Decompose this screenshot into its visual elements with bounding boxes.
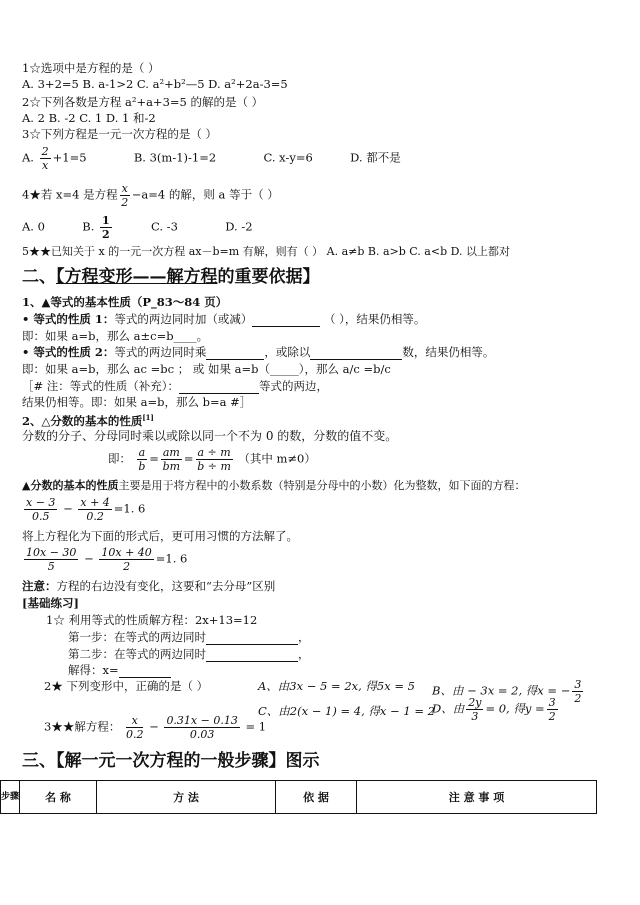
section-3-title: 三、【解一元一次方程的一般步骤】图示 (22, 751, 320, 771)
fraction-formula: 即： $\frac{a}{b}$ = $\frac{am}{bm}$ = $\frac{a \div m}{b \div m}$ （其中 m≠0） (108, 446, 316, 473)
s2-1-heading: 1、▲等式的基本性质（P_83～84 页） (22, 295, 228, 309)
q2-text: 2☆下列各数是方程 a²+a+3=5 的解的是（ ） (22, 95, 264, 109)
table-header-row (1, 781, 597, 814)
q1-options: A. 3+2=5 B. a-1>2 C. a²+b²—5 D. a²+2a-3=5 (22, 77, 288, 91)
practice-2: 2★ 下列变形中，正确的是（ ） (44, 679, 209, 693)
q3-opt-b: B. 3(m-1)-1=2 (133, 150, 217, 165)
q3-text: 3☆下列方程是一元一次方程的是（ ） (22, 127, 217, 141)
attention-note: 注意：方程的右边没有变化，这要和“去分母”区别 (22, 579, 276, 593)
s2-2-heading: 2、△分数的基本的性质[1] (22, 413, 154, 428)
q1-text: 1☆选项中是方程的是（ ） (22, 61, 160, 75)
q3-opt-a-prefix: A. (22, 150, 34, 165)
table-header-name: 名 称 (20, 781, 97, 814)
property-1-example: 即：如果 a=b，那么 a±c=b____。 (22, 329, 209, 343)
table-header-method: 方 法 (97, 781, 276, 814)
practice-1-step-2: 第二步：在等式的两边同时 ， (68, 647, 310, 661)
convert-text: 将上方程化为下面的形式后，更可用习惯的方法解了。 (22, 529, 298, 543)
practice-2-opt-d: D、由 $\frac{2y}{3}$ = 0, 得y = $\frac{3}{2}$ (432, 696, 556, 723)
table-header-basis: 依 据 (276, 781, 357, 814)
practice-2-opt-c: C、由2(x − 1) = 4, 得x − 1 = 2 (258, 704, 435, 718)
q4-fraction: $\frac{x}{2}$ (121, 182, 129, 209)
practice-2-opt-a: A、由3x − 5 = 2x, 得5x = 5 (258, 679, 415, 693)
property-2-example: 即：如果 a=b，那么 ac =bc ； 或 如果 a=b（_____），那么 a/c =b/c (22, 362, 391, 376)
practice-heading: [基础练习] (22, 596, 79, 610)
note-1: ［# 注：等式的性质（补充）： 等式的两边， (22, 379, 329, 393)
q5-text: 5★★已知关于 x 的一元一次方程 ax－b=m 有解，则有（ ） A. a≠b B. a>b C. a<b D. 以上都对 (22, 245, 511, 258)
practice-1-solution: 解得：x= (68, 662, 171, 678)
q3-opt-a-suffix: +1=5 (52, 150, 87, 165)
practice-3: 3★★解方程： $\frac{x}{0.2}$ − $\frac{0.31x - 0.13}{0.03}$ = 1 (44, 714, 267, 741)
q4-text: 4★若 x=4 是方程 $\frac{x}{2}$ −a=4 的解，则 a 等于（ ） (22, 182, 279, 209)
fraction-use: ▲分数的基本的性质主要是用于将方程中的小数系数（特别是分母中的小数）化为整数，如下面的方程： (22, 479, 526, 492)
table-header-notes: 注 意 事 项 (357, 781, 597, 814)
table-header-step: 步骤 (1, 781, 20, 814)
q4-opt-b-fraction: $\frac{1}{2}$ (102, 214, 110, 241)
property-1: • 等式的性质 1：等式的两边同时加（或减） （ ），结果仍相等。 (22, 312, 426, 326)
property-2: • 等式的性质 2：等式的两边同时乘 ，或除以 数，结果仍相等。 (22, 345, 495, 359)
practice-1-step-1: 第一步：在等式的两边同时 ， (68, 630, 310, 644)
practice-1: 1☆ 利用等式的性质解方程：2x+13=12 (46, 613, 258, 627)
q3-options (22, 145, 401, 172)
q4-options: A. 0 B. $\frac{1}{2}$ C. -3 D. -2 (22, 214, 253, 241)
q3-opt-d: D. 都不是 (350, 150, 401, 165)
q2-options: A. 2 B. -2 C. 1 D. 1 和-2 (22, 111, 156, 125)
section-2-title: 二、【方程变形——解方程的重要依据】 (22, 267, 320, 287)
practice-2-opt-b: B、由 − 3x = 2, 得x = − $\frac{3}{2}$ (432, 678, 582, 705)
equation-1: $\frac{x - 3}{0.5}$ − $\frac{x + 4}{0.2}$ =1. 6 (26, 496, 146, 523)
fraction-rule: 分数的分子、分母同时乘以或除以同一个不为 0 的数，分数的值不变。 (22, 429, 398, 443)
q3-opt-c: C. x-y=6 (263, 150, 313, 165)
q3-opt-a-fraction: $\frac{2}{x}$ (41, 145, 49, 172)
steps-table (0, 780, 597, 814)
equation-2: $\frac{10x - 30}{5}$ − $\frac{10x + 40}{2}$ =1. 6 (26, 546, 188, 573)
note-2: 结果仍相等。即：如果 a=b，那么 b=a #］ (22, 395, 252, 409)
